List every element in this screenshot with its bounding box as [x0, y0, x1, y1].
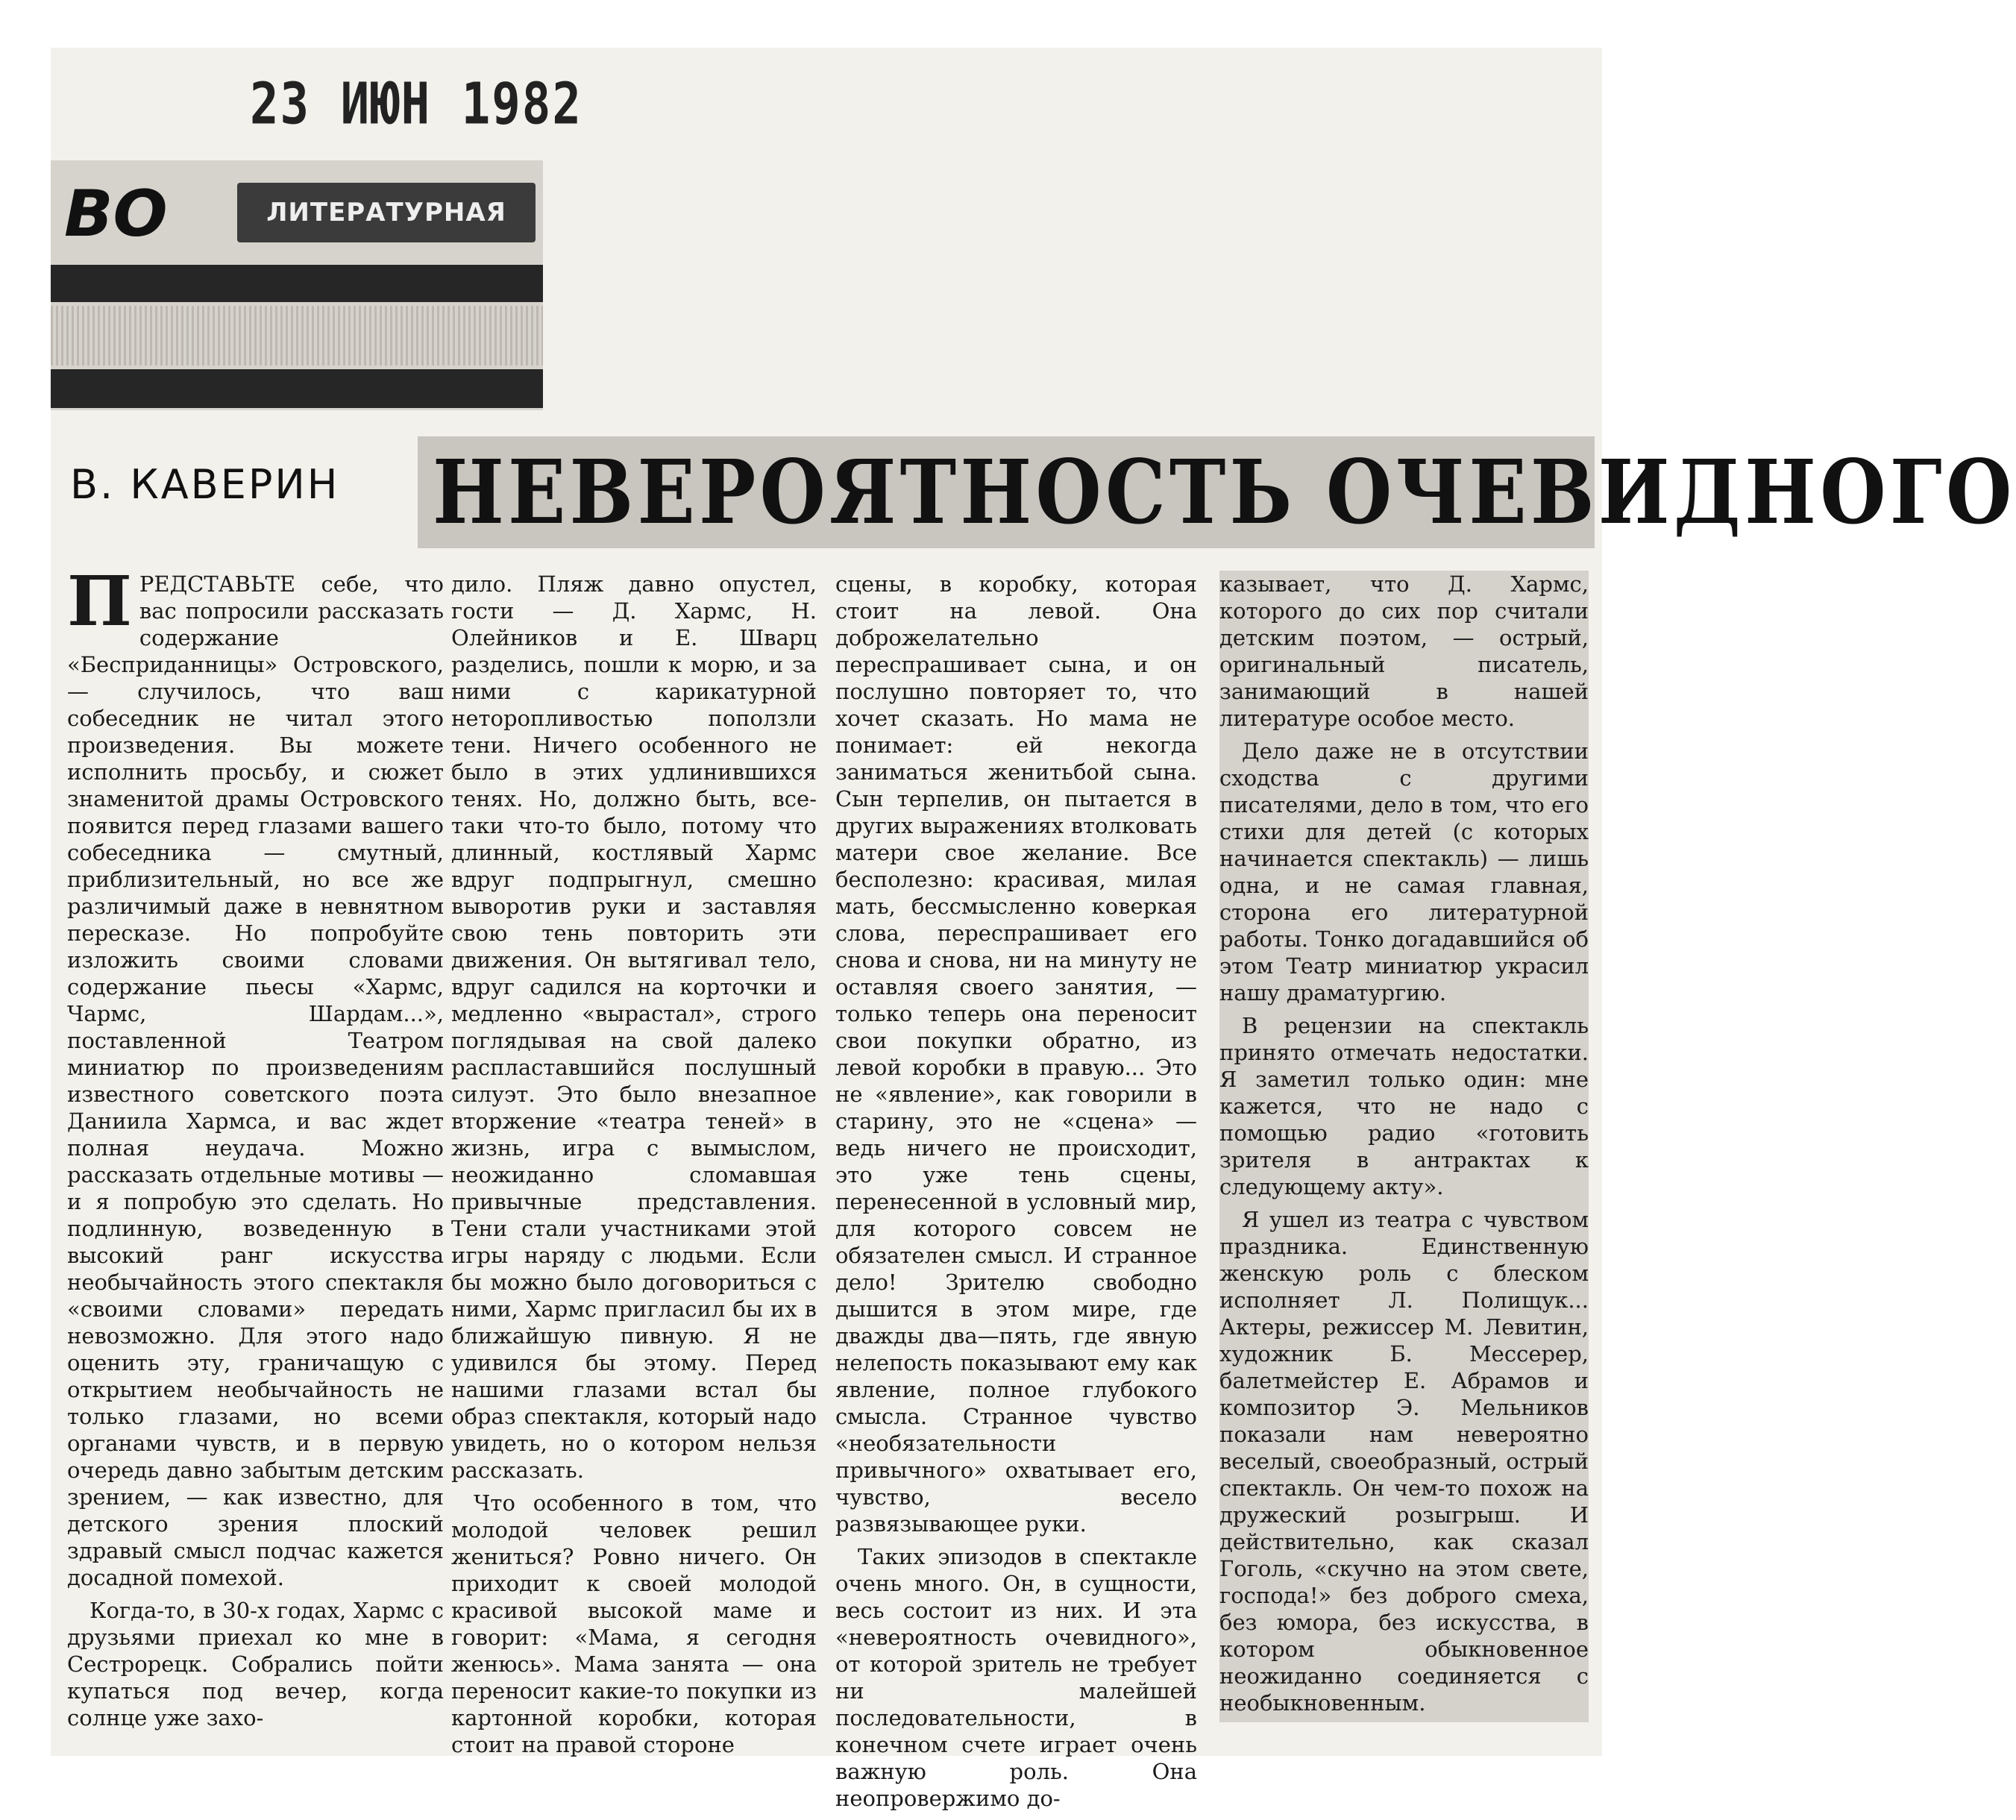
masthead-fragment: ВО: [64, 177, 168, 251]
article-column-1: [67, 561, 444, 1737]
article-paragraph: Дело даже не в отсутствии сходства с другими писателями, дело в том, что его стихи для детей (с которых начинается спектакль) — лишь одна, и не самая главная, сторона его литературной работы. Тонко догадавшийся об этом Театр миниатюр украсил нашу драматургию.: [1219, 738, 1589, 1005]
article-paragraph: дило. Пляж давно опустел, гости — Д. Хармс, Н. Олейников и Е. Шварц разделись, пошли к морю, и за ними с карикатурной неторопливостью поползли тени. Ничего особенного не было в этих удлинившихся тенях. Но, должно быть, все-таки что-то было, потому что длинный, костлявый Хармс вдруг подпрыгнул, смешно выворотив руки и заставляя свою тень повторить эти движения. Он вытягивал тело, вдруг садился на корточки и медленно «вырастал», строго поглядывая на свой далеко распластавшийся послушный силуэт. Это было внезапное вторжение «театра теней» в жизнь, игра с вымыслом, неожиданно сломавшая привычные представления. Тени стали участниками этой игры наряду с людьми. Если бы можно было договориться с ними, Хармс пригласил бы их в ближайшую пивную. Я не удивился бы этому. Перед нашими глазами встал бы образ спектакля, который надо увидеть, но о котором нельзя рассказать.: [451, 571, 817, 1483]
masthead-label: ЛИТЕРАТУРНАЯ: [237, 183, 536, 242]
date-stamp: 23 ИЮН 1982: [250, 72, 582, 138]
article-column-3: [835, 571, 1197, 1818]
article-headline: НЕВЕРОЯТНОСТЬ ОЧЕВИДНОГО: [433, 440, 2016, 544]
article-paragraph: сцены, в коробку, которая стоит на левой. Она доброжелательно переспрашивает сына, и он послушно повторяет то, что хочет сказать. Но мама не понимает: ей некогда заниматься женитьбой сына. Сын терпелив, он пытается в других выражениях втолковать матери свое желание. Все бесполезно: красивая, милая мать, бессмысленно коверкая слова, переспрашивает его снова и снова, ни на минуту не оставляя своего занятия, — только теперь она переносит свои покупки обратно, из левой коробки в правую... Это не «явление», как говорили в старину, это не «сцена» — ведь ничего не происходит, это уже тень сцены, перенесенной в условный мир, для которого совсем не обязателен смысл. И странное дело! Зрителю свободно дышится в этом мире, где дважды два—пять, где явную нелепость показывают ему как явление, полное глубокого смысла. Странное чувство «необязательности привычного» охватывает его, чувство, весело развязывающее руки.: [835, 571, 1197, 1537]
article-author: В. КАВЕРИН: [70, 461, 340, 508]
article-column-2: [451, 571, 817, 1764]
article-paragraph: Я ушел из театра с чувством праздника. Единственную женскую роль с блеском исполняет Л. Полищук... Актеры, режиссер М. Левитин, художник Б. Мессерер, балетмейстер Е. Абрамов и композитор Э. Мельников показали нам невероятно веселый, своеобразный, острый спектакль. Он чем-то похож на дружеский розыгрыш. И действительно, как сказал Гоголь, «скучно на этом свете, господа!» без доброго смеха, без юмора, без искусства, в котором обыкновенное неожиданно соединяется с необыкновенным.: [1219, 1207, 1589, 1716]
article-paragraph: Что особенного в том, что молодой человек решил жениться? Ровно ничего. Он приходит к своей молодой красивой высокой маме и говорит: «Мама, я сегодня женюсь». Мама занята — она переносит какие-то покупки из картонной коробки, которая стоит на правой стороне: [451, 1490, 817, 1757]
newspaper-masthead: [51, 160, 543, 410]
article-column-4: [1219, 571, 1589, 1722]
article-paragraph: Когда-то, в 30-х годах, Хармс с друзьями приехал ко мне в Сестрорецк. Собрались пойти купаться под вечер, когда солнце уже захо-: [67, 1598, 444, 1730]
masthead-halftone: [51, 306, 543, 365]
masthead-band-top: [51, 265, 543, 302]
drop-cap: П: [67, 561, 132, 641]
article-paragraph: В рецензии на спектакль принято отмечать недостатки. Я заметил только один: мне кажется, что не надо с помощью радио «готовить зрителя в антрактах к следующему акту».: [1219, 1013, 1589, 1199]
article-paragraph: казывает, что Д. Хармс, которого до сих пор считали детским поэтом, — острый, оригинальный писатель, занимающий в нашей литературе особое место.: [1219, 571, 1589, 731]
article-paragraph: Таких эпизодов в спектакле очень много. Он, в сущности, весь состоит из них. И эта «невероятность очевидного», от которой зритель не требует ни малейшей последовательности, в конечном счете играет очень важную роль. Она неопровержимо до-: [835, 1544, 1197, 1811]
masthead-band-bottom: [51, 369, 543, 408]
article-paragraph: ПРЕДСТАВЬТЕ себе, что вас попросили рассказать содержание «Бесприданницы» Островского, — случилось, что ваш собеседник не читал этого произведения. Вы можете исполнить просьбу, и сюжет знаменитой драмы Островского появится перед глазами вашего собеседника — смутный, приблизительный, но все же различимый даже в невнятном пересказе. Но попробуйте изложить своими словами содержание пьесы «Хармс, Чармс, Шардам...», поставленной Театром миниатюр по произведениям известного советского поэта Даниила Хармса, и вас ждет полная неудача. Можно рассказать отдельные мотивы — и я попробую это сделать. Но подлинную, возведенную в высокий ранг искусства необычайность этого спектакля «своими словами» передать невозможно. Для этого надо оценить эту, граничащую с открытием необычайность не только глазами, но всеми органами чувств, и в первую очередь давно забытым детским зрением, — как известно, для детского зрения плоский здравый смысл подчас кажется досадной помехой.: [67, 561, 444, 1590]
